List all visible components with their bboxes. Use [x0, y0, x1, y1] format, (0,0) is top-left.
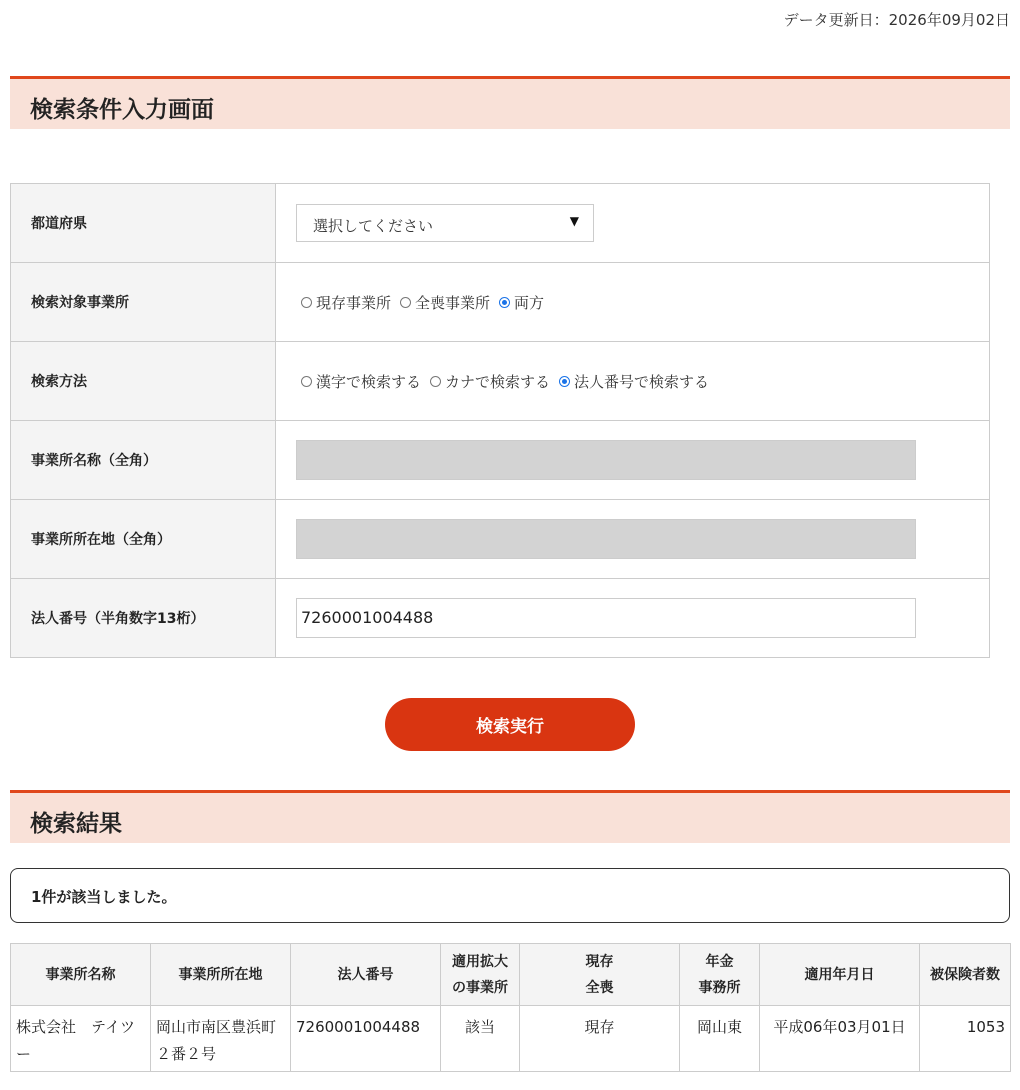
search-button[interactable]: 検索実行 [385, 698, 635, 751]
col-header-applied-date: 適用年月日 [760, 944, 920, 1006]
col-header-insured-count: 被保険者数 [920, 944, 1011, 1006]
radio-label: 両方 [514, 293, 545, 312]
col-header-expansion-line2: の事業所 [452, 979, 508, 996]
radio-label: カナで検索する [445, 372, 551, 391]
search-method-radio-group [296, 371, 988, 392]
col-header-corp-number: 法人番号 [291, 944, 441, 1006]
radio-button[interactable] [430, 376, 441, 387]
office-address-label: 事業所所在地（全角） [11, 500, 276, 579]
cell-office-address: 岡山市南区豊浜町２番２号 [151, 1006, 291, 1072]
radio-label: 法人番号で検索する [574, 372, 710, 391]
office-name-label: 事業所名称（全角） [11, 421, 276, 500]
radio-button-checked[interactable] [559, 376, 570, 387]
table-row [11, 1006, 1011, 1072]
cell-office-name: 株式会社 テイツー [11, 1006, 151, 1072]
radio-existing-office[interactable] [301, 292, 391, 313]
search-form [10, 183, 990, 658]
col-header-expansion [441, 944, 520, 1006]
radio-corp-number-search[interactable] [559, 371, 709, 392]
target-office-label: 検索対象事業所 [11, 263, 276, 342]
col-header-expansion-line1: 適用拡大 [452, 953, 508, 970]
col-header-office-name: 事業所名称 [11, 944, 151, 1006]
prefecture-select-value: 選択してください [313, 217, 434, 235]
prefecture-select[interactable] [296, 204, 594, 242]
office-address-row [11, 500, 990, 579]
col-header-office-address: 事業所所在地 [151, 944, 291, 1006]
col-header-pension-line1: 年金 [705, 953, 734, 970]
cell-expansion: 該当 [441, 1006, 520, 1072]
search-conditions-header [10, 76, 1010, 129]
radio-button[interactable] [301, 376, 312, 387]
prefecture-label: 都道府県 [11, 184, 276, 263]
radio-both[interactable] [499, 292, 544, 313]
office-address-input[interactable] [296, 519, 916, 559]
corp-number-input[interactable]: 7260001004488 [296, 598, 916, 638]
office-name-input[interactable] [296, 440, 916, 480]
search-method-label: 検索方法 [11, 342, 276, 421]
result-count-text: 1件が該当しました。 [31, 888, 177, 906]
radio-kana-search[interactable] [430, 371, 550, 392]
result-count-box [10, 868, 1010, 923]
search-method-row [11, 342, 990, 421]
col-header-pension-office [680, 944, 760, 1006]
cell-corp-number: 7260001004488 [291, 1006, 441, 1072]
radio-closed-office[interactable] [400, 292, 490, 313]
radio-label: 全喪事業所 [415, 293, 491, 312]
col-header-status [520, 944, 680, 1006]
cell-insured-count: 1053 [920, 1006, 1011, 1072]
dropdown-arrow-icon: ▼ [569, 214, 579, 228]
results-table [10, 943, 1011, 1072]
radio-label: 現存事業所 [316, 293, 392, 312]
radio-kanji-search[interactable] [301, 371, 421, 392]
cell-applied-date: 平成06年03月01日 [760, 1006, 920, 1072]
col-header-pension-line2: 事務所 [698, 979, 741, 996]
cell-pension-office: 岡山東 [680, 1006, 760, 1072]
cell-status: 現存 [520, 1006, 680, 1072]
target-office-row [11, 263, 990, 342]
radio-label: 漢字で検索する [316, 372, 422, 391]
corp-number-label: 法人番号（半角数字13桁） [11, 579, 276, 658]
search-results-header [10, 790, 1010, 843]
results-header-row [11, 944, 1011, 1006]
col-header-status-line1: 現存 [585, 953, 614, 970]
office-name-row [11, 421, 990, 500]
data-update-date: データ更新日：2026年09月02日 [783, 11, 1010, 29]
search-conditions-title: 検索条件入力画面 [30, 97, 214, 123]
radio-button[interactable] [301, 297, 312, 308]
radio-button-checked[interactable] [499, 297, 510, 308]
search-results-title: 検索結果 [30, 811, 122, 837]
radio-button[interactable] [400, 297, 411, 308]
prefecture-row [11, 184, 990, 263]
target-office-radio-group [296, 292, 988, 313]
col-header-status-line2: 全喪 [585, 979, 614, 996]
corp-number-row [11, 579, 990, 658]
